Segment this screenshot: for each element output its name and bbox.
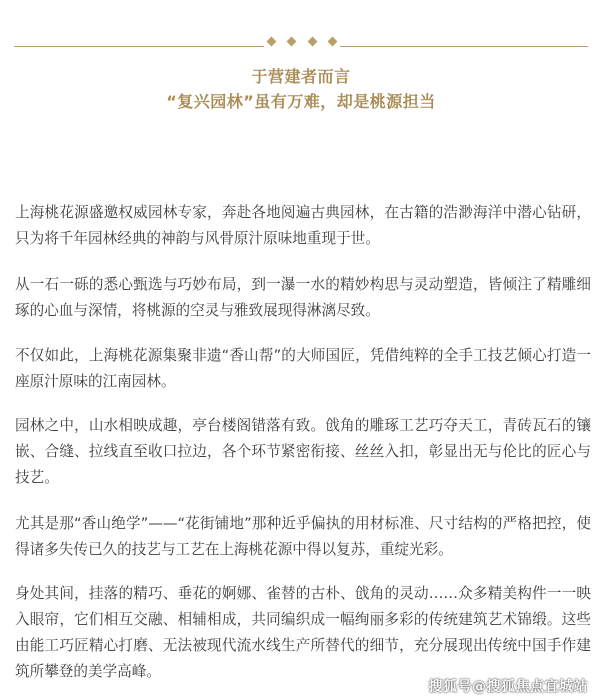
article-paragraph-4: 园林之中，山水相映成趣，亭台楼阁错落有致。戗角的雕琢工艺巧夺天工，青砖瓦石的镶嵌、合缝、拉线直至收口拉边，各个环节紧密衔接、丝丝入扣，彰显出无与伦比的匠心与技艺。	[15, 417, 591, 486]
section-subtitle-line2: “复兴园林”虽有万难，却是桃源担当	[166, 92, 436, 111]
article-paragraph-6: 身处其间，挂落的精巧、垂花的婀娜、雀替的古朴、戗角的灵动……众多精美构件一一映入眼帘，它们相互交融、相辅相成，共同编织成一幅绚丽多彩的传统建筑艺术锦缎。这些由能工巧匠精心打磨、无法被现代流水线生产所替代的细节，充分展现出传统中国手作建筑所攀登的美学高峰。	[15, 585, 591, 680]
article-paragraph-1: 上海桃花源盛邀权威园林专家，奔赴各地阅遍古典园林，在古籍的浩渺海洋中潜心钻研，只为将千年园林经典的神韵与风骨原汁原味地重现于世。	[15, 204, 591, 247]
divider-line-left	[14, 46, 264, 47]
diamond-icon	[287, 37, 297, 47]
diamond-icon	[267, 37, 277, 47]
diamond-ornament-icon	[268, 38, 336, 45]
divider-line-right	[340, 46, 588, 47]
article-paragraph-3: 不仅如此，上海桃花源集聚非遗“香山帮”的大师国匠，凭借纯粹的全手工技艺倾心打造一座原汁原味的江南园林。	[15, 347, 591, 390]
source-watermark: 搜狐号@搜狐焦点宜城站	[428, 679, 588, 695]
diamond-icon	[307, 37, 317, 47]
article-paragraph-2: 从一石一砾的悉心甄选与巧妙布局，到一瀑一水的精妙构思与灵动塑造，皆倾注了精雕细琢的心血与深情，将桃源的空灵与雅致展现得淋漓尽致。	[15, 276, 591, 319]
diamond-icon	[328, 37, 338, 47]
article-paragraph-5: 尤其是那“香山绝学”——“花街铺地”那种近乎偏执的用材标准、尺寸结构的严格把控，使得诸多失传已久的技艺与工艺在上海桃花源中得以复苏，重绽光彩。	[15, 515, 591, 558]
section-subtitle-line1: 于营建者而言	[251, 67, 351, 86]
